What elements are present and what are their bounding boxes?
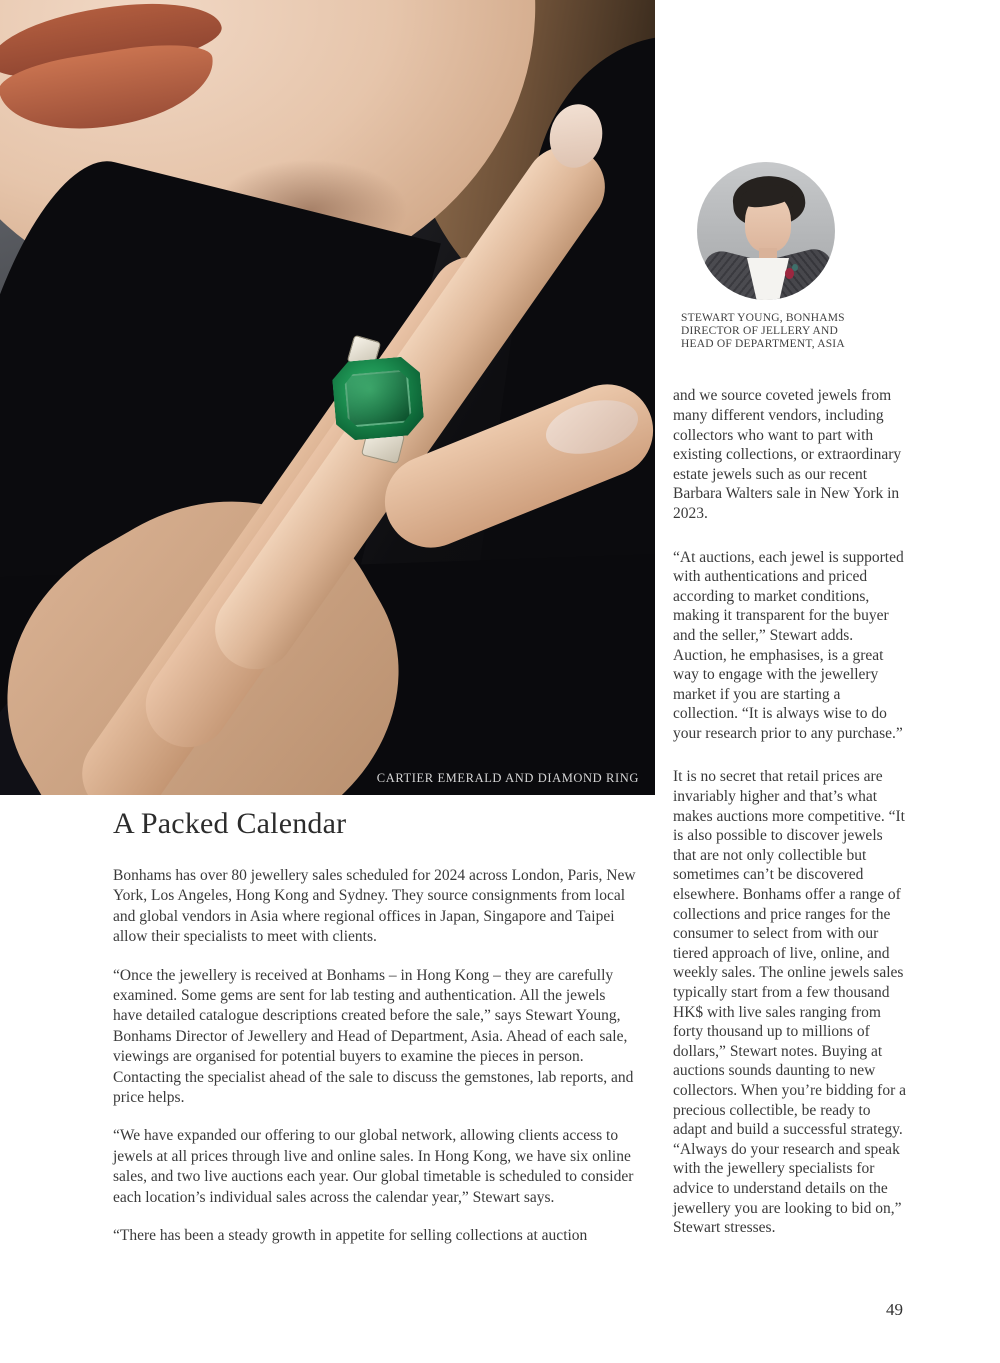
right-column (673, 0, 906, 1238)
photo-caption: CARTIER EMERALD AND DIAMOND RING (376, 771, 639, 785)
portrait-caption-line: HEAD OF DEPARTMENT, ASIA (681, 337, 845, 350)
article-heading: A Packed Calendar (113, 807, 347, 840)
emerald-stone (331, 355, 426, 441)
article-paragraph: “We have expanded our offering to our global network, allowing clients access to jewels at all prices through live and online sales. In Hong Kong, we have six online sales, and two live auctions each year. Our global timetable is scheduled to consider each location’s individual sales across the calendar year,” Stewart says. (113, 1127, 634, 1206)
portrait-boutonniere (785, 268, 794, 279)
article-paragraph: Bonhams has over 80 jewellery sales scheduled for 2024 across London, Paris, New York, Los Angeles, Hong Kong and Sydney. They source consignments from local and global vendors in Asia where regional offices in Japan, Singapore and Taipei allow their specialists to meet with clients. (113, 867, 636, 946)
portrait-caption-line: DIRECTOR OF JELLERY AND (681, 324, 838, 337)
hero-photo (0, 0, 655, 795)
right-column-paragraph: and we source coveted jewels from many different vendors, including collectors who want to part with existing collections, or extraordinary estate jewels such as our recent Barbara Walters sale in New York in 2023. (673, 387, 902, 522)
portrait-caption (681, 312, 906, 350)
page-number: 49 (886, 1300, 903, 1319)
right-column-paragraph: “At auctions, each jewel is supported with authentications and priced according to market conditions, making it transparent for the buyer and the seller,” Stewart adds. Auction, he emphasises, is a great way to engage with the jewellery market if you are starting a collection. “It is always wise to do your research prior to any purchase.” (673, 548, 904, 742)
portrait-photo (697, 162, 835, 300)
emerald-step-cut-facet (344, 369, 412, 427)
right-column-text (673, 386, 906, 1237)
article-paragraph: “There has been a steady growth in appetite for selling collections at auction (113, 1227, 588, 1245)
article-section (113, 806, 637, 1265)
right-column-paragraph: It is no secret that retail prices are invariably higher and that’s what makes auctions more competitive. “It is also possible to discover jewels that are not only collectible but sometimes can’t be discovered elsewhere. Bonhams offer a range of collections and price ranges for the consumer to select from with our tiered approach of live, online, and weekly sales. The online jewels sales typically start from a few thousand HK$ with live sales ranging from forty thousand up to millions of dollars,” Stewart notes. Buying at auctions sounds daunting to new collectors. When you’re bidding for a precious collectible, be ready to adapt and build a successful strategy. “Always do your research and speak with the jewellery specialists for advice to understand details on the jewellery you are looking to bid on,” Stewart stresses. (673, 768, 906, 1237)
article-paragraph: “Once the jewellery is received at Bonhams – in Hong Kong – they are carefully examined. Some gems are sent for lab testing and authentication. All the jewels have detailed catalogue descriptions created before the sale,” says Stewart Young, Bonhams Director of Jewellery and Head of Department, Asia. Ahead of each sale, viewings are organised for potential buyers to examine the pieces in person. Contacting the specialist ahead of the sale to discuss the gemstones, lab reports, and price helps. (113, 966, 634, 1107)
portrait-caption-line: STEWART YOUNG, BONHAMS (681, 312, 845, 324)
